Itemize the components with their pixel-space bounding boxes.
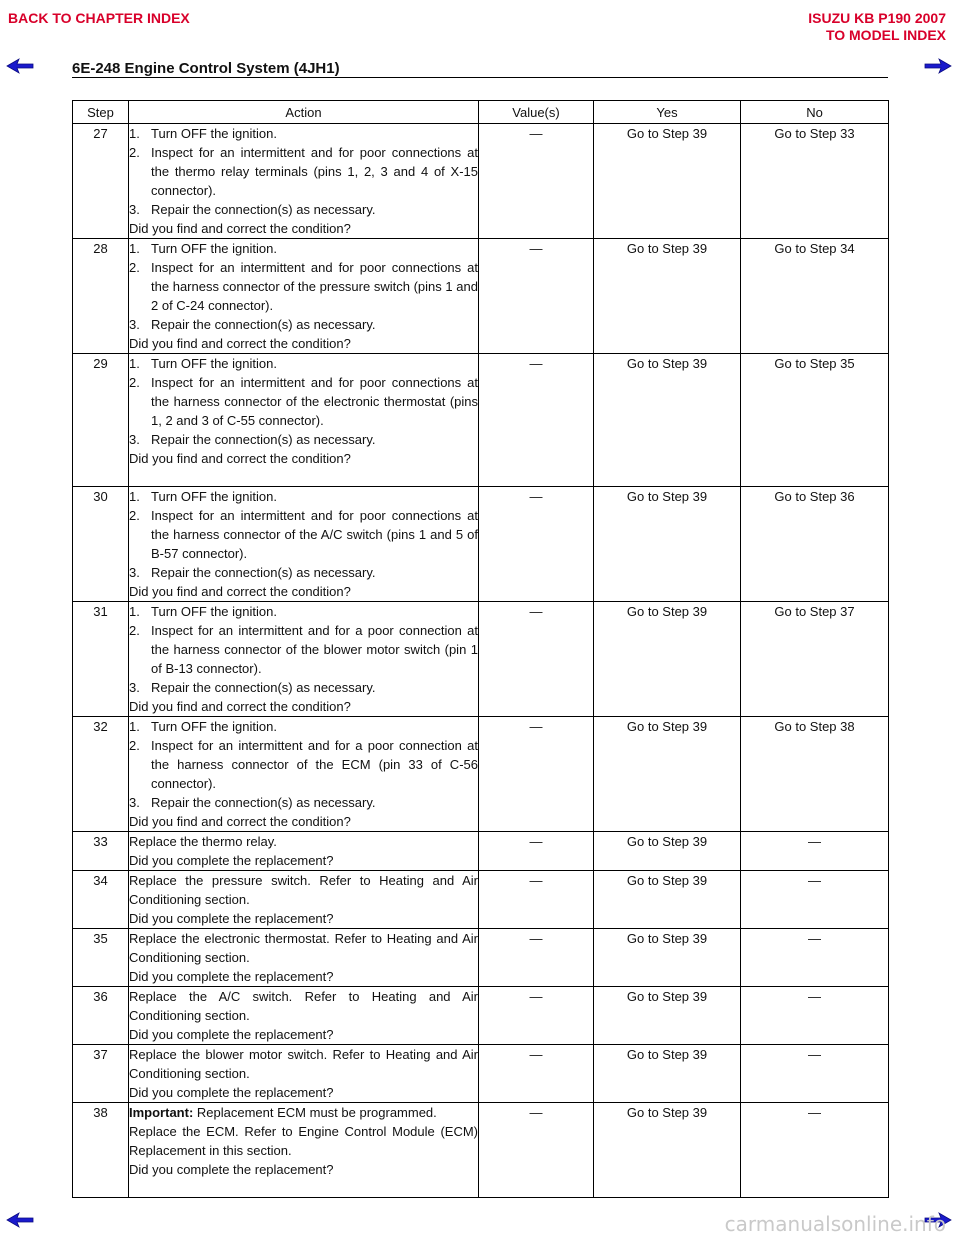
no-cell: — [741, 832, 889, 871]
yes-cell: Go to Step 39 [594, 717, 741, 832]
action-question: Did you find and correct the condition? [129, 221, 351, 236]
table-row [73, 717, 889, 832]
step-number: 30 [73, 487, 129, 602]
yes-cell: Go to Step 39 [594, 987, 741, 1045]
model-name: ISUZU KB P190 2007 [808, 10, 946, 26]
action-text: Replace the A/C switch. Refer to Heating and Air Conditioning section. [129, 989, 478, 1023]
action-cell [129, 871, 479, 929]
previous-page-arrow-bottom-icon[interactable] [6, 1212, 34, 1228]
previous-page-arrow-icon[interactable] [6, 58, 34, 74]
yes-cell: Go to Step 39 [594, 124, 741, 239]
model-title-block [808, 10, 946, 44]
table-row [73, 871, 889, 929]
column-header-yes: Yes [594, 101, 741, 124]
column-header-no: No [741, 101, 889, 124]
value-cell: — [479, 929, 594, 987]
action-text: Replace the electronic thermostat. Refer to Heating and Air Conditioning section. [129, 931, 478, 965]
yes-cell: Go to Step 39 [594, 871, 741, 929]
action-question: Did you find and correct the condition? [129, 451, 351, 466]
action-item: 3. Repair the connection(s) as necessary. [129, 432, 376, 447]
table-row [73, 354, 889, 487]
yes-cell: Go to Step 39 [594, 354, 741, 487]
table-header-row [73, 101, 889, 124]
action-question: Did you complete the replacement? [129, 911, 334, 926]
action-item: 3. Repair the connection(s) as necessary. [129, 202, 376, 217]
no-cell: — [741, 1103, 889, 1198]
no-cell: — [741, 987, 889, 1045]
yes-cell: Go to Step 39 [594, 929, 741, 987]
step-number: 33 [73, 832, 129, 871]
action-cell [129, 487, 479, 602]
action-question: Did you complete the replacement? [129, 969, 334, 984]
action-cell [129, 602, 479, 717]
value-cell: — [479, 1103, 594, 1198]
page-title: 6E-248 Engine Control System (4JH1) [72, 60, 340, 77]
action-item: 2. Inspect for an intermittent and for a poor connection at the harness connector of the ECM (pin 33 of C-56 connector). [129, 738, 478, 791]
action-cell [129, 354, 479, 487]
step-number: 31 [73, 602, 129, 717]
important-note [129, 1103, 478, 1122]
to-model-index-link[interactable]: TO MODEL INDEX [825, 27, 946, 43]
column-header-action: Action [129, 101, 479, 124]
action-cell [129, 1103, 479, 1198]
important-text: Replacement ECM must be programmed. [196, 1105, 437, 1120]
no-cell: Go to Step 36 [741, 487, 889, 602]
important-label: Important: [129, 1105, 194, 1120]
table-row [73, 124, 889, 239]
action-cell [129, 832, 479, 871]
column-header-values: Value(s) [479, 101, 594, 124]
next-page-arrow-icon[interactable] [924, 58, 952, 74]
table-row [73, 1103, 889, 1198]
table-row [73, 1045, 889, 1103]
value-cell: — [479, 124, 594, 239]
step-number: 34 [73, 871, 129, 929]
action-item: 1. Turn OFF the ignition. [129, 604, 277, 619]
value-cell: — [479, 717, 594, 832]
action-item: 3. Repair the connection(s) as necessary. [129, 680, 376, 695]
yes-cell: Go to Step 39 [594, 239, 741, 354]
action-question: Did you find and correct the condition? [129, 814, 351, 829]
action-item: 3. Repair the connection(s) as necessary. [129, 795, 376, 810]
value-cell: — [479, 487, 594, 602]
value-cell: — [479, 987, 594, 1045]
no-cell: Go to Step 35 [741, 354, 889, 487]
value-cell: — [479, 832, 594, 871]
step-number: 28 [73, 239, 129, 354]
action-item: 2. Inspect for an intermittent and for poor connections at the harness connector of the A/C switch (pins 1 and 5 of B-57 connector). [129, 508, 478, 561]
header-divider [72, 77, 888, 78]
no-cell: — [741, 871, 889, 929]
table-row [73, 832, 889, 871]
action-question: Did you find and correct the condition? [129, 336, 351, 351]
value-cell: — [479, 602, 594, 717]
action-item: 2. Inspect for an intermittent and for poor connections at the harness connector of the electronic thermostat (pins 1, 2 and 3 of C-55 connector). [129, 375, 478, 428]
action-item: 1. Turn OFF the ignition. [129, 126, 277, 141]
yes-cell: Go to Step 39 [594, 1045, 741, 1103]
action-item: 2. Inspect for an intermittent and for poor connections at the harness connector of the pressure switch (pins 1 and 2 of C-24 connector). [129, 260, 478, 313]
action-cell [129, 987, 479, 1045]
no-cell: — [741, 929, 889, 987]
action-text: Replace the blower motor switch. Refer to Heating and Air Conditioning section. [129, 1047, 478, 1081]
yes-cell: Go to Step 39 [594, 1103, 741, 1198]
action-item: 2. Inspect for an intermittent and for a poor connection at the harness connector of the blower motor switch (pin 1 of B-13 connector). [129, 623, 478, 676]
step-number: 32 [73, 717, 129, 832]
value-cell: — [479, 239, 594, 354]
action-question: Did you complete the replacement? [129, 853, 334, 868]
step-number: 38 [73, 1103, 129, 1198]
step-number: 37 [73, 1045, 129, 1103]
no-cell: Go to Step 37 [741, 602, 889, 717]
table-row [73, 487, 889, 602]
table-row [73, 929, 889, 987]
action-cell [129, 239, 479, 354]
no-cell: Go to Step 33 [741, 124, 889, 239]
value-cell: — [479, 354, 594, 487]
action-item: 1. Turn OFF the ignition. [129, 241, 277, 256]
action-item: 1. Turn OFF the ignition. [129, 719, 277, 734]
action-item: 3. Repair the connection(s) as necessary. [129, 565, 376, 580]
back-to-chapter-index-link[interactable]: BACK TO CHAPTER INDEX [8, 10, 190, 26]
step-number: 29 [73, 354, 129, 487]
diagnostic-table [72, 100, 889, 1198]
action-text: Replace the ECM. Refer to Engine Control Module (ECM) Replacement in this section. [129, 1124, 478, 1158]
yes-cell: Go to Step 39 [594, 602, 741, 717]
action-question: Did you complete the replacement? [129, 1027, 334, 1042]
no-cell: — [741, 1045, 889, 1103]
action-question: Did you complete the replacement? [129, 1162, 334, 1177]
action-question: Did you find and correct the condition? [129, 584, 351, 599]
table-row [73, 602, 889, 717]
action-question: Did you complete the replacement? [129, 1085, 334, 1100]
action-item: 2. Inspect for an intermittent and for poor connections at the thermo relay terminals (pins 1, 2, 3 and 4 of X-15 connector). [129, 145, 478, 198]
action-item: 3. Repair the connection(s) as necessary. [129, 317, 376, 332]
action-cell [129, 717, 479, 832]
no-cell: Go to Step 34 [741, 239, 889, 354]
step-number: 27 [73, 124, 129, 239]
value-cell: — [479, 871, 594, 929]
action-text: Replace the thermo relay. [129, 834, 277, 849]
table-row [73, 239, 889, 354]
step-number: 35 [73, 929, 129, 987]
action-cell [129, 124, 479, 239]
no-cell: Go to Step 38 [741, 717, 889, 832]
yes-cell: Go to Step 39 [594, 487, 741, 602]
table-row [73, 987, 889, 1045]
action-question: Did you find and correct the condition? [129, 699, 351, 714]
column-header-step: Step [73, 101, 129, 124]
action-text: Replace the pressure switch. Refer to Heating and Air Conditioning section. [129, 873, 478, 907]
action-item: 1. Turn OFF the ignition. [129, 356, 277, 371]
action-cell [129, 1045, 479, 1103]
value-cell: — [479, 1045, 594, 1103]
step-number: 36 [73, 987, 129, 1045]
watermark: carmanualsonline.info [724, 1212, 946, 1236]
action-cell [129, 929, 479, 987]
yes-cell: Go to Step 39 [594, 832, 741, 871]
action-item: 1. Turn OFF the ignition. [129, 489, 277, 504]
